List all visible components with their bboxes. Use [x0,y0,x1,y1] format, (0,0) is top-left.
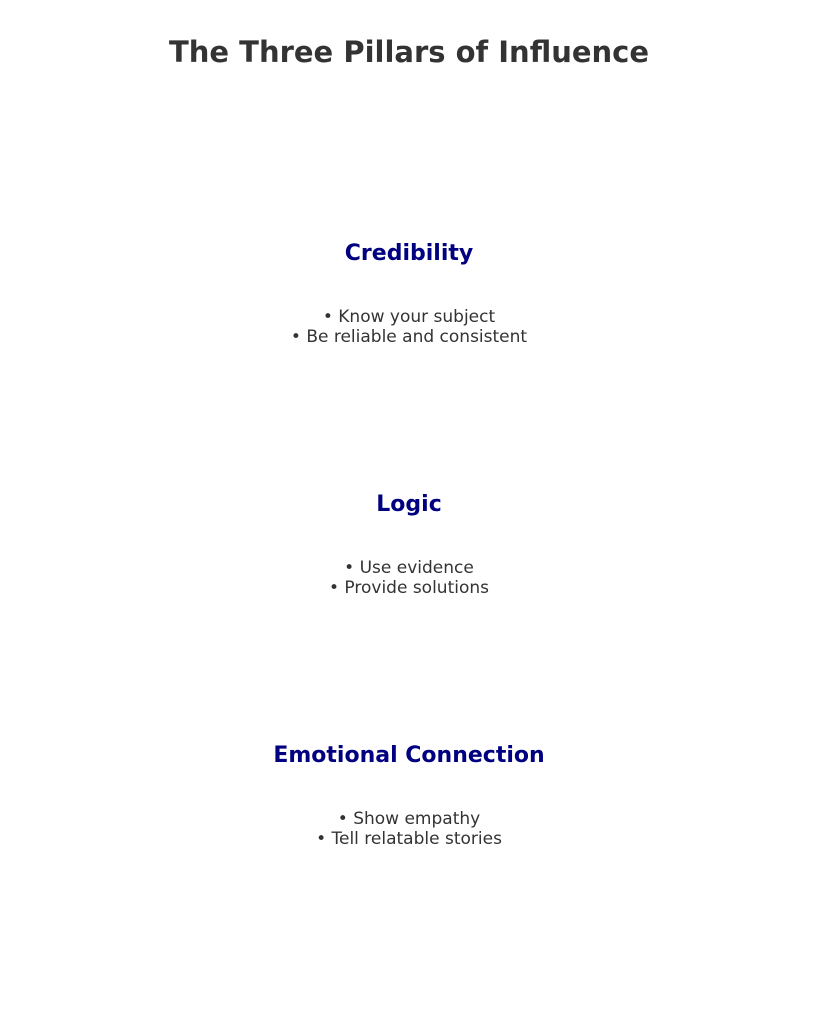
pillar-credibility [0,239,818,347]
pillar-point: • Know your subject [0,307,818,327]
pillar-emotional-connection [0,741,818,849]
pillar-point: • Show empathy [0,809,818,829]
pillar-heading: Credibility [344,241,474,266]
pillar-points-list [0,558,818,598]
pillar-point: • Provide solutions [0,578,818,598]
pillar-point: • Use evidence [0,558,818,578]
pillar-heading: Emotional Connection [273,743,545,768]
pillar-points-list [0,809,818,849]
pillar-point: • Tell relatable stories [0,829,818,849]
pillar-point: • Be reliable and consistent [0,327,818,347]
pillar-points-list [0,307,818,347]
pillar-logic [0,490,818,598]
page-title: The Three Pillars of Influence [168,35,650,69]
pillar-heading: Logic [376,492,442,517]
